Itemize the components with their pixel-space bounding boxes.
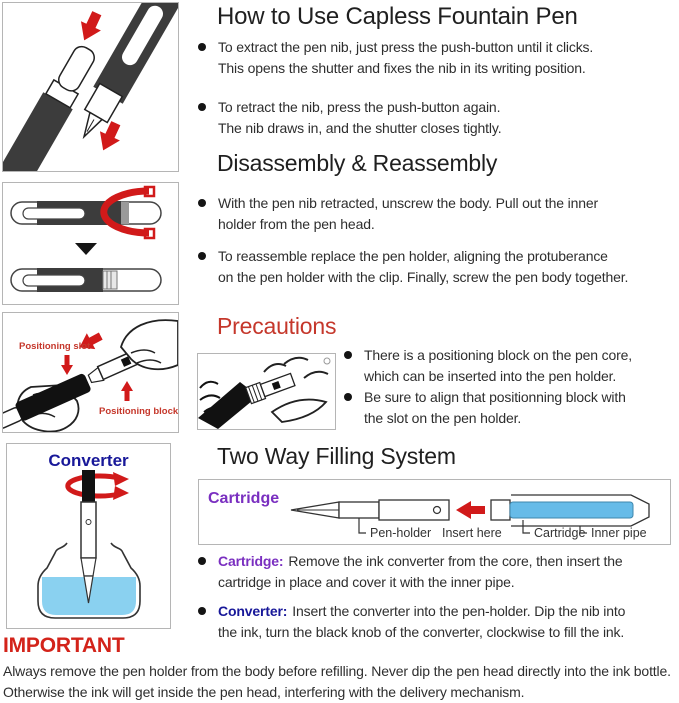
pen-holder-label: Pen-holder	[370, 526, 432, 540]
down-triangle-icon	[75, 243, 97, 255]
cartridge-lead-label: Cartridge:	[218, 553, 284, 569]
bullet-dot	[198, 199, 206, 207]
precautions-illustration-box	[197, 353, 336, 430]
cartridge-diagram	[199, 480, 670, 544]
bullet-dot	[344, 351, 352, 359]
important-title: IMPORTANT	[3, 634, 125, 657]
two-way-title: Two Way Filling System	[217, 443, 456, 469]
text-line: With the pen nib retracted, unscrew the body. Pull out the inner	[218, 195, 599, 211]
positioning-illustration-box	[2, 312, 179, 433]
list-item	[344, 345, 674, 387]
text-line: Insert the converter into the pen-holder. Dip the nib into	[292, 603, 626, 619]
disassembly-title: Disassembly & Reassembly	[217, 150, 498, 176]
important-line: Otherwise the ink will get inside the pen head, interfering with the delivery mechanism.	[3, 684, 525, 700]
unscrew-illustration	[3, 183, 178, 304]
important-line: Always remove the pen holder from the body before refilling. Never dip the pen head directly into the ink bottle.	[3, 663, 671, 679]
inner-pipe-label: Inner pipe	[591, 526, 647, 540]
positioning-block-label: Positioning block	[99, 406, 178, 417]
list-item	[198, 246, 674, 288]
precautions-title: Precautions	[217, 313, 337, 339]
bullet-dot	[198, 557, 206, 565]
text-line: on the pen holder with the clip. Finally, screw the pen body together.	[218, 269, 629, 285]
cartridge-label: Cartridge	[534, 526, 586, 540]
cartridge-diagram-heading: Cartridge	[208, 490, 280, 507]
push-button-illustration	[3, 3, 178, 171]
how-to-bullets	[198, 37, 674, 139]
text-line: the slot on the pen holder.	[364, 410, 522, 426]
text-line	[218, 601, 625, 622]
list-item	[198, 601, 676, 643]
knob-rotate-arrow-icon	[68, 472, 129, 500]
slot-pointer-arrow-icon	[61, 355, 73, 375]
converter-illustration-box	[6, 443, 171, 629]
press-arrow-icon	[74, 9, 107, 45]
text-line: the ink, turn the black knob of the converter, clockwise to fill the ink.	[218, 624, 625, 640]
top-finger-lines	[264, 358, 328, 378]
right-hand	[272, 400, 326, 422]
cartridge-diagram-box	[198, 479, 671, 545]
assembled-pen	[11, 201, 161, 225]
bullet-dot	[344, 393, 352, 401]
cartridge-drawing	[491, 495, 649, 526]
text-line: Be sure to align that positionning block with	[364, 389, 626, 405]
text-line: To extract the pen nib, just press the push-button until it clicks.	[218, 39, 594, 55]
push-button-illustration-box	[2, 2, 179, 172]
unscrew-illustration-box	[2, 182, 179, 305]
list-item	[198, 551, 676, 593]
text-line	[218, 551, 623, 572]
text-line: cartridge in place and cover it with the inner pipe.	[218, 574, 515, 590]
two-way-bullets	[198, 551, 676, 643]
text-line: Remove the ink converter from the core, then insert the	[288, 553, 623, 569]
text-line: This opens the shutter and fixes the nib in its writing position.	[218, 60, 586, 76]
converter-knob	[82, 470, 95, 502]
text-line: To reassemble replace the pen holder, aligning the protuberance	[218, 248, 608, 264]
text-line: which can be inserted into the pen holder.	[364, 368, 617, 384]
text-line: To retract the nib, press the push-button again.	[218, 99, 501, 115]
small-circle-detail	[324, 358, 330, 364]
block-pointer-arrow-icon	[121, 381, 133, 401]
converter-lead-label: Converter:	[218, 603, 288, 619]
pen-holder-drawing	[291, 500, 449, 520]
page-title: How to Use Capless Fountain Pen	[217, 3, 578, 30]
positioning-slot-label: Positioning slot	[19, 341, 91, 352]
insert-arrow-icon	[456, 501, 485, 519]
positioning-illustration	[3, 313, 178, 432]
text-line: There is a positioning block on the pen core,	[364, 347, 632, 363]
converter-illustration	[7, 444, 170, 628]
bullet-dot	[198, 43, 206, 51]
list-item	[198, 97, 674, 139]
insert-here-label: Insert here	[442, 526, 502, 540]
disassembly-bullets	[198, 193, 674, 288]
bullet-dot	[198, 607, 206, 615]
precautions-bullets	[344, 345, 674, 429]
list-item	[198, 37, 674, 79]
list-item	[344, 387, 674, 429]
text-line: The nib draws in, and the shutter closes tightly.	[218, 120, 502, 136]
bullet-dot	[198, 103, 206, 111]
converter-diagram-title: Converter	[48, 451, 129, 470]
core-and-threads	[246, 372, 296, 404]
unscrewed-pen	[11, 268, 161, 292]
precautions-illustration	[198, 354, 335, 429]
list-item	[198, 193, 674, 235]
bullet-dot	[198, 252, 206, 260]
text-line: holder from the pen head.	[218, 216, 375, 232]
